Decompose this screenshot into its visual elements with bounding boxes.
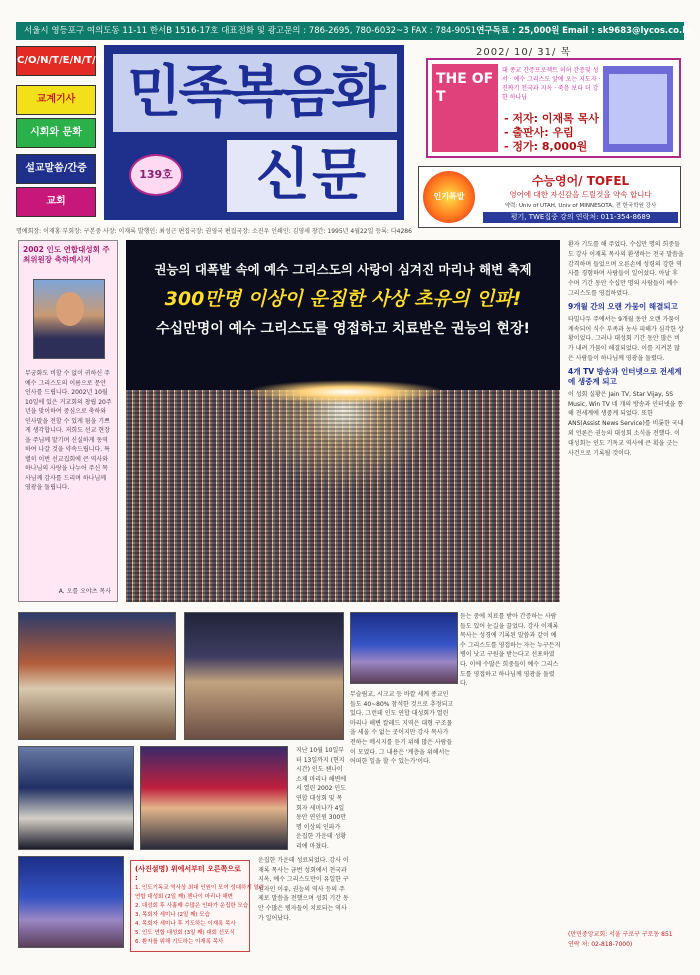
pastor-podium-photo [18,856,124,948]
column-heading: 2002 인도 연합대성회 주최위원장 축하메시지 [23,245,110,264]
english-tutoring-ad[interactable] [418,166,681,228]
crowd-image [126,390,560,602]
article-mid-column-1: 무슬림교, 시크교 등 바깥 세계 종교인들도 40~80% 참석한 것으로 추정되고 있다. 그런데 인도 연합 대성회가 열린 마리나 해변 칼레드 지역은 대형 구조물을 세울 수 없는 곳이지만 강사 목사가 전하는 메시지를 듣기 위해 많은 사람들이 모였다. 그 내용은 '계층을 위해서는 어떠한 일을 할 수 있는가'이다. [350,691,454,766]
masthead-title-bottom: 신문 [227,140,397,212]
stadium-photo [18,612,176,740]
seminar-stage-photo [350,612,458,684]
stage-lights [246,380,446,404]
article-right-column [568,240,684,600]
article-mid-column-2: 듣는 중에 치료를 받아 간증하는 사람들도 있어 눈길을 끌었다. 강사 이재록 목사는 성경에 기록된 말씀과 같이 예수 그리스도를 영접하는 자는 누구든지 병이 낫고 구원을 받는다고 선포하였다. 이에 수많은 희중들이 예수 그리스도를 영접하고 하나님께 영광을 돌렸다. [460,613,561,688]
publisher-credits: 명예회장: 이재홍 부회장: 구본중 사장: 이재록 발행인: 최성근 편집국장: 권영국 편집국장: 소진우 인쇄인: 김영세 창간: 1995년 4월22일 등록: 다4286 [16,228,412,235]
hero-headline-2: 300만명 이상이 운집한 사상 초유의 인파! [164,288,522,310]
caption-line: 1. 인도기독교 역사상 최대 인원이 모여 성대하게 열린 [135,885,265,891]
photo-caption-box [130,860,265,952]
pastor-portrait-photo [33,279,105,359]
caption-line: 6. 환자를 위해 기도하는 이재록 목사 [135,939,224,945]
masthead [104,45,404,220]
article-intro-text: 지난 10월 10일부터 13일까지 (현지시간) 인도 첸나이 소재 마리나 해변에서 열린 2002 인도 연합 대성회 및 목회자 세미나가 4일 동안 연인원 300만명 이상의 인파가 운집한 가운데 성황리에 마쳤다. [296,747,347,850]
caption-heading: (사진설명) 위에서부터 오른쪽으로 : [135,865,241,882]
header-subscription: 연구독료 : 25,000원 [476,26,560,36]
nav-contents[interactable]: C/O/N/T/E/N/T/S [16,46,96,76]
header-address: 서울시 영등포구 여의도동 11-11 한서B 1516-17호 [24,26,219,36]
article-paragraph: 환자 기도를 해 주었다. 수십만 명의 희중들도 강사 이재록 목사의 환생하는 천국 말씀을 감격하며 들었으며 오른손에 성령의 강한 역사를 경험하며 사람들이 일어섰다. 아날 후 수며 기간 동안 수십만 명의 사람들이 예수 그리스도를 영접하였다. [568,241,684,297]
blessing-photo [140,746,288,850]
english-ad-note: 약력: Univ of UTAH, Univ of MINNESOTA, 전 한국학원 강사 [504,203,657,209]
hero-crowd-photo [126,240,560,602]
hero-headline-3: 수십만명이 예수 그리스도를 영접하고 치료받은 권능의 현장! [156,321,530,337]
article-subhead-broadcast: 4개 TV 방송과 인터넷으로 전세계에 생중계 되고 [568,366,682,386]
book-author: - 저자: 이재록 목사 [504,112,599,125]
column-signature: A. 오를 오야츠 목사 [58,588,111,595]
nav-church[interactable]: 교회 [16,187,96,217]
english-ad-title: 수능영어/ TOFEL [531,174,630,188]
nav-church-news[interactable]: 교계기사 [16,85,96,115]
book-price: - 정가: 8,000원 [504,140,588,153]
hero-headline-1: 권능의 대폭발 속에 예수 그리스도의 사랑이 심겨진 마리나 해변 축제 [154,262,532,277]
caption-line: 연합 대성회 (2일 째) 첸나이 마리나 해변 [135,894,233,900]
congratulatory-message-column [18,240,118,602]
caption-line: 5. 인도 연합 대성회 (3일 째) 대회 선포식 [135,930,235,936]
church-address: (만민중앙교회: 서울 구로구 구로동 851 [568,931,673,938]
caption-line: 4. 목회자 세미나 후 기도하는 이재록 목사 [135,921,236,927]
caption-line: 3. 목회자 세미나 (2일 째) 모습 [135,912,210,918]
popular-burst-badge: 인기폭발 [423,171,475,223]
crowd-photo-2 [184,612,344,740]
book-ad-info [504,112,599,154]
book-advertisement[interactable] [426,58,681,158]
book-publisher: - 출판사: 우림 [504,126,574,139]
book-cover-image: THE OF T [432,64,498,152]
book-cover-image-2 [603,66,673,152]
header-email[interactable]: Email : sk9683@lycos.co.kr [562,26,693,36]
nav-society-culture[interactable]: 시회와 문화 [16,118,96,148]
church-phone: 연락 처: 02-818-7000) [568,941,633,948]
issue-date: 2002/ 10/ 31/ 목 [476,47,572,58]
column-body: 무궁화도 비할 수 없이 귀하신 주 예수 그리스도의 이름으로 문안 인사를 드립니다. 2002년 10월 10일에 있은 거교회의 창립 20주년을 맞이하여 중심으로 축하와 인사말을 전할 수 있게 됨을 기쁘게 생각합니다. 저희도 선교 현장을 주님께 맡기며 신실하게 동역하여 나갈 것을 약속드립니다. 특별히 이번 선교집회에 큰 역사와 하나님의 사랑을 나누어 주신 목사님께 감사를 드리며 하나님께 영광을 돌립니다. [25,370,112,491]
church-contact-info [568,930,684,950]
article-lower-column: 운집한 가운데 성료되었다. 강사 이재록 목사는 금번 성회에서 천국과 지옥, 예수 그리스도만이 유일한 구원자인 이유, 권능의 역사 등의 주제로 말씀을 전했으며 성회 기간 동안 수많은 병자들이 치료되는 역사가 일어났다. [258,857,349,922]
english-ad-subtitle: 영어에 대한 자신감을 드릴것을 약속 합니다 [509,190,652,199]
caption-line: 2. 대성회 후 사흘째 수많은 인파가 운집한 모습 [135,903,249,909]
header-fax: FAX : 784-9051 [411,26,477,36]
header-phone: 대표전화 및 광고문의 : 786-2695, 780-6032~3 [221,26,409,36]
masthead-title-top: 민족복음화 [113,54,397,132]
book-ad-headline: 대 종교 간증프로젝트 허허 간증및 성서 · 예수 그리스도 앞에 오는 지도자 · 진짜기 천국과 지옥 · 죽음 보다 더 강한 하나님 [502,67,601,101]
issue-number-badge: 139호 [129,154,183,196]
nav-sermon-testimony[interactable]: 설교말씀/간증 [16,154,96,184]
article-subhead-drought: 9개월 간의 오랜 가뭄이 해결되고 [568,301,678,311]
header-contact-bar [16,22,693,40]
praying-pastor-photo [18,746,134,850]
article-paragraph: 이 성회 실황은 Jain TV, Star Vijay, SS Music, Win TV 네 개의 방송과 인터넷을 통해 전세계에 생중계 되었다. 또한 ANS(Assist News Service)를 비롯한 국내외 언론은 권능의 대성회 소식을 전했다. 이 대성회는 인도 기독교 역사에 큰 획을 긋는 사건으로 기록될 것이다. [568,390,684,457]
english-ad-contact: 평기, TWE집중 강의 연락처: 011-354-8689 [483,212,678,223]
article-paragraph: 타밀나두 주에서는 9개월 동안 오랜 가뭄이 계속되어 식수 부족과 농사 피해가 심각한 상황이었다. 그러나 대성회 기간 동안 많은 비가 내려 가뭄이 해결되었다. 이를 지켜본 많은 사람들이 하나님께 영광을 돌렸다. [568,315,684,362]
